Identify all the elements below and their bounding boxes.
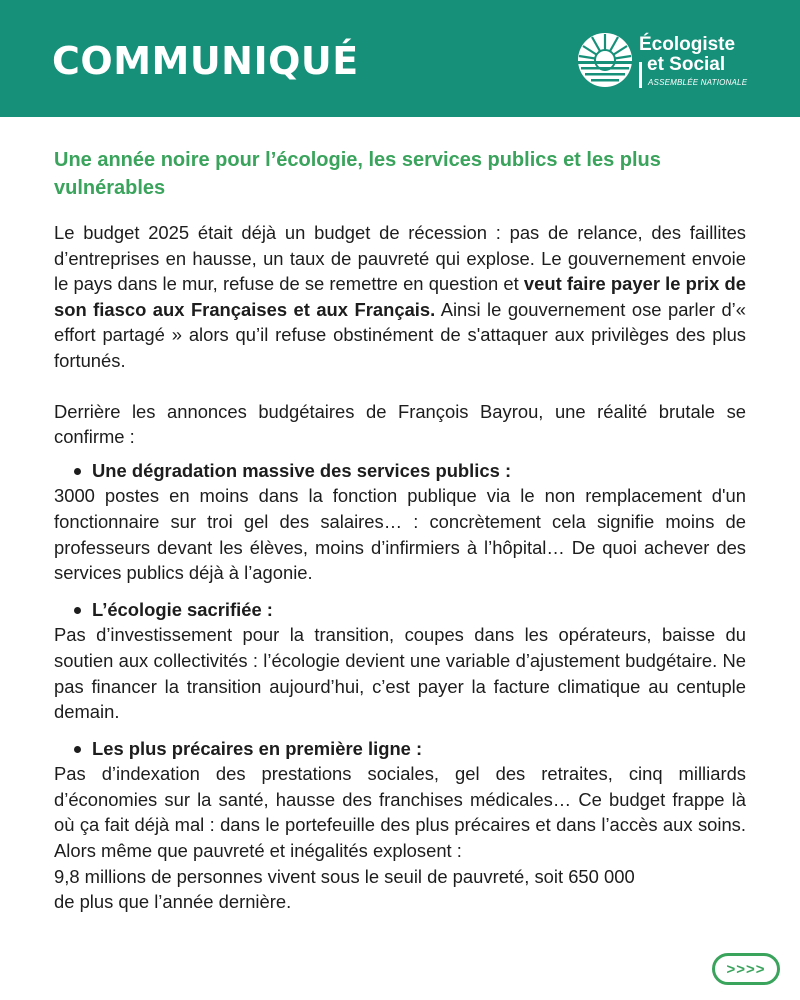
- logo-text-ecologiste: Écologiste: [639, 34, 736, 55]
- sunrise-logo-icon: [577, 32, 633, 88]
- logo-text-assemblee: ASSEMBLÉE NATIONALE: [648, 78, 748, 87]
- bullet-title: L’écologie sacrifiée :: [54, 597, 746, 623]
- article-headline: Une année noire pour l’écologie, les services publics et les plus vulnérables: [54, 149, 661, 199]
- logo-divider: [639, 62, 642, 88]
- bullet-ecologie: [54, 597, 746, 725]
- next-page-button[interactable]: >>>>: [712, 953, 780, 985]
- bullet-services-publics: [54, 458, 746, 586]
- bullet-body: 3000 postes en moins dans la fonction publique via le non remplacement d'un fonctionnaire sur troi gel des salaires… : concrètement cela signifie moins de professeurs devant les élèves, moins d’infirmiers à l’hôpital… De quoi achever des services publics déjà à l’agonie.: [54, 485, 746, 584]
- bullet-precaires: [54, 736, 746, 915]
- paragraph-intro-bold: veut faire payer le prix de son fiasco aux Françaises et aux Français.: [54, 273, 746, 320]
- bullet-title: Les plus précaires en première ligne :: [54, 736, 746, 762]
- bullet-body-line: de plus que l’année dernière.: [54, 891, 292, 913]
- header-banner: [0, 0, 800, 117]
- bullet-body-line: 9,8 millions de personnes vivent sous le seuil de pauvreté, soit 650 000: [54, 865, 635, 887]
- paragraph-intro-end: Ainsi le gouvernement ose parler d’« effort partagé » alors qu’il refuse obstinément de s'attaquer aux privilèges des plus fortunés.: [54, 298, 746, 371]
- paragraph-intro: [54, 220, 746, 374]
- paragraph-context: Derrière les annonces budgétaires de François Bayrou, une réalité brutale se confirme :: [54, 400, 746, 448]
- bullet-body: Pas d’investissement pour la transition, coupes dans les opérateurs, baisse du soutien aux collectivités : l’écologie devient une variable d’ajustement budgétaire. Ne pas financer la transition aujourd’hui, c’est payer la facture climatique au centuple demain.: [54, 624, 746, 723]
- bullet-body-text: Pas d’indexation des prestations sociales, gel des retraites, cinq milliards d’économies sur la santé, hausse des franchises médicales… Ce budget frappe là où ça fait déjà mal : dans le portefeuille des plus précaires et dans l’accès aux soins. Alors même que pauvreté et inégalités explosent :: [54, 763, 746, 862]
- paragraph-intro-text: Le budget 2025 était déjà un budget de récession : pas de relance, des faillites d’entreprises en hausse, un taux de pauvreté qui explose. Le gouvernement envoie le pays dans le mur, refuse de se remettre en question et: [54, 222, 746, 295]
- page-title: COMMUNIQUÉ: [52, 39, 359, 83]
- article-body: [54, 146, 746, 926]
- party-logo: [577, 32, 777, 92]
- logo-text-et-social: et Social: [647, 54, 726, 75]
- bullet-title: Une dégradation massive des services publics :: [54, 458, 746, 484]
- bullet-body: [54, 761, 746, 915]
